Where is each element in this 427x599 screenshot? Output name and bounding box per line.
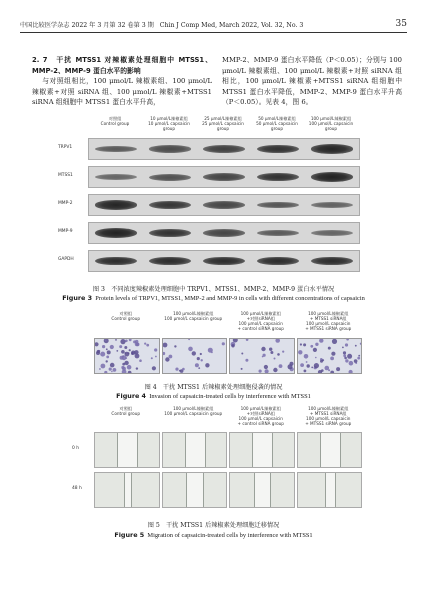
page-number: 35 <box>395 19 407 29</box>
fig3-band <box>311 172 353 181</box>
fig4-cell <box>211 352 213 354</box>
fig4-cell <box>99 368 101 370</box>
fig4-cell <box>346 339 349 341</box>
fig3-caption-en: Figure 3 Protein levels of TRPV1, MTSS1, MMP-2 and MMP-9 in cells with different concentrations of capsaicin <box>62 294 365 302</box>
fig5-group-line: Control group <box>111 411 141 416</box>
fig3-blot-strip <box>88 250 360 272</box>
fig3-band <box>95 257 137 266</box>
fig3-group-cn: 100 μmol/L辣椒素组 <box>310 116 352 121</box>
fig4-cell <box>330 357 334 361</box>
fig3-group-cn: 25 μmol/L辣椒素组 <box>204 116 242 121</box>
fig4-cell <box>231 344 234 347</box>
fig4-cell <box>200 359 202 361</box>
fig3-band <box>203 257 245 266</box>
fig4-cell <box>343 354 346 357</box>
fig4-stained-cells <box>163 339 227 373</box>
fig3-band <box>257 202 299 209</box>
fig5-migration-panel <box>229 472 295 508</box>
fig4-cell <box>347 354 352 359</box>
header-journal-cn: 中国比较医学杂志 2022 年 3 月第 32 卷第 3 期 <box>20 22 154 29</box>
fig4-cell <box>205 363 209 367</box>
fig4-invasion-panel <box>162 338 228 374</box>
fig3-band <box>203 229 245 237</box>
fig4-cell <box>315 343 318 346</box>
fig4-cell <box>107 350 111 354</box>
fig3-group-en: 10 μmol/L capsaicin group <box>148 121 190 131</box>
fig5-group-line: +对照siRNA组 <box>246 411 275 416</box>
fig5-row-label: 0 h <box>72 446 79 451</box>
fig3-caption-cn: 图 3 不同浓度辣椒素处理细胞中 TRPV1、MTSS1、MMP-2、MMP-9 蛋白水平情况 <box>92 286 335 293</box>
fig4-invasion-images <box>92 338 362 372</box>
fig4-group-label <box>92 311 160 321</box>
fig4-cell <box>111 371 113 373</box>
fig3-band <box>257 173 299 182</box>
fig4-invasion-panel <box>94 338 160 374</box>
fig4-cell <box>95 342 99 346</box>
fig5-scratch-gap <box>325 473 336 507</box>
fig3-band <box>149 201 191 209</box>
fig3-band <box>257 145 299 154</box>
fig3-band <box>95 146 137 153</box>
fig4-cell <box>306 364 309 367</box>
fig4-group-line: 100 μmol/L capsaicin <box>306 321 351 326</box>
fig4-cell <box>354 345 356 347</box>
fig3-band <box>149 174 191 181</box>
fig3-band <box>311 257 353 266</box>
fig4-cell <box>353 359 357 363</box>
fig4-group-line: 100 μmol/L辣椒素组 <box>173 311 214 316</box>
fig4-cell <box>348 370 352 373</box>
fig3-blot-strip <box>88 138 360 160</box>
fig4-cell <box>129 349 131 351</box>
fig3-group-label <box>88 116 142 126</box>
fig4-cell <box>105 339 107 341</box>
fig3-group-en: Control group <box>100 121 130 126</box>
fig4-cell <box>124 346 127 349</box>
fig4-caption-en: Figure 4 Invasion of capsaicin-treated cells by interference with MTSS1 <box>116 392 311 400</box>
fig5-caption-cn: 图 5 干扰 MTSS1 后辣椒素处理细胞迁移情况 <box>147 522 280 529</box>
fig4-cell <box>265 369 269 373</box>
fig5-scratch-gap <box>124 473 132 507</box>
fig3-band <box>95 174 137 180</box>
fig4-cell <box>152 366 156 370</box>
fig4-cell <box>336 367 340 371</box>
fig3-band <box>203 145 245 153</box>
fig5-group-line: + MTSS1 siRNA group <box>305 421 352 426</box>
fig4-cell <box>321 369 324 372</box>
fig4-cell <box>175 368 178 371</box>
fig4-cell <box>110 345 114 349</box>
fig5-group-label <box>92 406 160 416</box>
fig5-group-line: 100 μmol/L辣椒素组 <box>240 406 281 411</box>
fig4-cell <box>342 351 345 354</box>
fig3-group-label <box>304 116 358 131</box>
fig3-group-cn: 对照组 <box>108 116 122 121</box>
fig4-cell <box>357 357 360 360</box>
fig5-group-label <box>160 406 228 416</box>
fig4-cell <box>151 357 153 359</box>
header-journal-en: Chin J Comp Med, March 2022, Vol. 32, No. 3 <box>159 22 304 29</box>
fig4-cell <box>274 358 276 360</box>
fig4-group-line: 100 μmol/L辣椒素组 <box>308 311 349 316</box>
fig4-cell <box>311 367 313 369</box>
fig4-cell <box>119 345 122 348</box>
fig3-lane-label: GAPDH <box>58 257 74 262</box>
left-column <box>32 55 212 108</box>
fig4-cell <box>146 344 149 347</box>
fig4-caption-cn: 图 4 干扰 MTSS1 后辣椒素处理细胞侵袭的情况 <box>144 384 283 391</box>
fig4-cell <box>121 350 125 354</box>
fig4-cell <box>320 360 323 363</box>
fig4-cell <box>191 351 195 355</box>
fig4-group-line: +对照siRNA组 <box>246 316 275 321</box>
fig5-migration-panel <box>94 432 160 468</box>
fig4-cell <box>342 347 344 349</box>
fig3-lane-label: MMP-9 <box>58 229 73 234</box>
fig4-cell <box>163 352 165 355</box>
fig4-invasion-panel <box>297 338 363 374</box>
fig4-cell <box>155 356 157 358</box>
fig4-cell <box>116 350 118 352</box>
fig4-stained-cells <box>230 339 294 373</box>
fig5-scratch-gap <box>252 433 273 467</box>
fig4-group-line: + MTSS1 siRNA group <box>305 326 352 331</box>
fig5-group-line: + control siRNA group <box>237 421 284 426</box>
fig5-caption-en: Figure 5 Migration of capsaicin-treated cells by interference with MTSS1 <box>114 531 313 539</box>
fig4-cell <box>101 364 106 369</box>
fig4-cell <box>277 353 280 356</box>
fig4-group-label <box>160 311 228 321</box>
fig4-cell <box>100 352 105 357</box>
running-header <box>20 20 407 29</box>
fig5-migration-panel <box>162 432 228 468</box>
fig4-cell <box>273 368 277 372</box>
fig4-stained-cells <box>298 339 362 373</box>
right-column <box>222 55 402 108</box>
fig3-band <box>203 201 245 209</box>
fig3-band <box>203 173 245 181</box>
fig4-group-line: 100 μmol/L capsaicin group <box>164 316 223 321</box>
fig4-cell <box>328 369 330 371</box>
fig5-migration-panel <box>162 472 228 508</box>
fig5-group-line: 100 μmol/L capsaicin <box>306 416 351 421</box>
fig4-cell <box>196 357 199 360</box>
fig3-band <box>149 229 191 238</box>
fig4-cell <box>259 370 262 373</box>
fig4-cell <box>198 367 200 369</box>
fig4-invasion-panel <box>229 338 295 374</box>
fig4-cell <box>305 361 307 363</box>
fig4-cell <box>168 355 172 359</box>
fig4-cell <box>106 356 109 359</box>
fig4-cell <box>120 339 125 344</box>
fig4-cell <box>279 364 283 368</box>
fig4-group-label <box>295 311 363 331</box>
fig4-cell <box>139 359 142 362</box>
fig4-cell <box>154 348 157 351</box>
fig4-cell <box>135 342 139 346</box>
right-paragraph: MMP-2、MMP-9 蛋白水平降低（P＜0.05）；分别与 100 μmol/L 辣椒素组、100 μmol/L 辣椒素+对照 siRNA 组相比，100 μmol/L 辣椒素+MTSS1 siRNA 组细胞中 MTSS1 蛋白水平降低，MMP-2、MMP-9 蛋白水平升高（P＜0.05）。见表 4，图 6。 <box>222 56 402 107</box>
fig4-cell <box>313 363 318 368</box>
fig4-group-line: 100 μmol/L capsaicin <box>238 321 283 326</box>
fig5-migration-panel <box>297 432 363 468</box>
fig3-western-blot <box>58 138 358 278</box>
fig4-group-label <box>227 311 295 331</box>
fig4-cell <box>303 343 306 346</box>
fig4-cell <box>319 339 323 343</box>
fig5-row-label: 48 h <box>72 486 82 491</box>
fig4-cell <box>359 343 361 345</box>
fig5-group-line: 100 μmol/L辣椒素组 <box>308 406 349 411</box>
fig4-cell <box>331 339 336 344</box>
fig3-group-en: 100 μmol/L capsaicin group <box>308 121 354 131</box>
fig3-group-cn: 10 μmol/L辣椒素组 <box>150 116 188 121</box>
fig5-group-label <box>227 406 295 426</box>
fig3-band <box>149 145 191 152</box>
fig5-scratch-gap <box>320 433 341 467</box>
fig4-cell <box>288 364 293 369</box>
fig3-band <box>95 200 137 209</box>
fig4-cell <box>165 357 169 361</box>
fig4-cell <box>233 339 238 343</box>
fig5-migration-panel <box>94 472 160 508</box>
fig4-cell <box>113 368 117 372</box>
fig3-band <box>311 230 353 236</box>
fig5-migration-panel <box>297 472 363 508</box>
fig4-cell <box>241 368 243 370</box>
fig4-cell <box>303 354 308 359</box>
fig5-scratch-gap <box>186 473 204 507</box>
fig4-cell <box>275 339 280 343</box>
fig4-cell <box>182 368 185 371</box>
fig3-band <box>311 144 353 153</box>
fig4-cell <box>303 370 306 373</box>
fig4-cell <box>262 356 264 358</box>
fig4-cell <box>124 361 128 365</box>
fig5-group-line: 100 μmol/L capsaicin <box>238 416 283 421</box>
fig4-cell <box>310 345 313 348</box>
fig5-group-labels <box>92 406 362 432</box>
fig4-cell <box>106 348 108 350</box>
fig4-cell <box>315 357 317 359</box>
fig3-group-en: 25 μmol/L capsaicin group <box>202 121 244 131</box>
fig5-migration-images <box>72 432 362 508</box>
fig5-group-line: + MTSS1 siRNA组 <box>309 411 347 416</box>
fig4-cell <box>327 347 330 350</box>
fig4-group-line: + MTSS1 siRNA组 <box>309 316 347 321</box>
fig3-group-en: 50 μmol/L capsaicin group <box>256 121 298 131</box>
fig3-blot-strip <box>88 194 360 216</box>
fig4-cell <box>221 342 224 345</box>
fig4-cell <box>131 353 133 355</box>
fig4-cell <box>188 339 190 340</box>
fig5-migration-panel <box>229 432 295 468</box>
fig4-stained-cells <box>95 339 159 373</box>
fig4-cell <box>331 352 335 356</box>
fig4-cell <box>188 347 193 352</box>
fig3-lane-label: MMP-2 <box>58 201 73 206</box>
fig4-cell <box>163 343 167 348</box>
fig4-cell <box>194 363 198 367</box>
fig4-group-line: 对照组 <box>119 311 133 316</box>
fig4-cell <box>128 371 132 373</box>
fig4-cell <box>136 367 138 369</box>
fig4-cell <box>344 343 347 346</box>
fig4-cell <box>109 368 112 371</box>
fig4-cell <box>129 339 132 341</box>
section-heading: 2. 7 干扰 MTSS1 对辣椒素处理细胞中 MTSS1、MMP-2、MMP-9 蛋白水平的影响 <box>32 56 212 75</box>
fig4-cell <box>282 351 284 353</box>
fig3-blot-strip <box>88 222 360 244</box>
fig4-cell <box>330 371 334 373</box>
fig4-cell <box>269 348 272 351</box>
fig4-cell <box>298 350 302 354</box>
fig5-scratch-gap <box>185 433 206 467</box>
fig4-cell <box>261 347 265 351</box>
fig4-cell <box>104 371 107 373</box>
fig4-group-line: 100 μmol/L辣椒素组 <box>240 311 281 316</box>
fig3-band <box>95 228 137 237</box>
fig3-lane-label: MTSS1 <box>58 173 73 178</box>
fig4-cell <box>122 355 127 360</box>
fig3-band <box>257 230 299 237</box>
fig4-group-line: Control group <box>111 316 141 321</box>
fig4-cell <box>299 343 301 345</box>
left-paragraph: 与对照组相比，100 μmol/L 辣椒素组、100 μmol/L 辣椒素+对照 siRNA 组、100 μmol/L 辣椒素+MTSS1 siRNA 组细胞中 MTSS1 蛋白水平升高， <box>32 77 212 107</box>
fig3-group-label <box>250 116 304 131</box>
fig4-group-labels <box>92 311 362 337</box>
fig4-cell <box>97 350 100 353</box>
fig4-cell <box>127 365 132 370</box>
fig4-cell <box>115 339 117 341</box>
fig3-lane-label: TRPV1 <box>58 145 73 150</box>
fig3-band <box>311 202 353 208</box>
fig5-group-line: 100 μmol/L capsaicin group <box>164 411 223 416</box>
fig3-group-label <box>142 116 196 131</box>
fig4-cell <box>144 343 146 345</box>
fig5-scratch-gap <box>117 433 138 467</box>
fig4-cell <box>106 360 108 362</box>
fig4-cell <box>348 361 353 366</box>
fig4-cell <box>270 351 273 354</box>
fig3-group-cn: 50 μmol/L辣椒素组 <box>258 116 296 121</box>
fig3-band <box>149 257 191 266</box>
fig4-cell <box>122 370 127 374</box>
fig4-cell <box>246 339 249 341</box>
fig3-band <box>257 257 299 266</box>
fig4-cell <box>102 345 105 348</box>
fig4-cell <box>358 355 360 357</box>
fig4-cell <box>178 370 180 372</box>
fig4-cell <box>199 353 201 355</box>
fig3-group-label <box>196 116 250 131</box>
fig4-cell <box>134 350 138 354</box>
fig3-group-labels <box>88 116 358 136</box>
fig4-cell <box>312 348 316 352</box>
fig4-cell <box>174 345 176 347</box>
fig5-group-label <box>295 406 363 426</box>
fig4-cell <box>241 353 243 355</box>
fig5-group-line: 对照组 <box>119 406 133 411</box>
fig5-group-line: 100 μmol/L辣椒素组 <box>173 406 214 411</box>
header-rule <box>20 32 407 33</box>
fig4-cell <box>110 363 115 368</box>
fig4-cell <box>345 359 348 362</box>
fig4-cell <box>300 363 304 367</box>
fig3-blot-strip <box>88 166 360 188</box>
fig4-cell <box>245 359 248 362</box>
fig5-scratch-gap <box>254 473 271 507</box>
fig4-group-line: + control siRNA group <box>237 326 284 331</box>
fig4-cell <box>264 365 268 369</box>
